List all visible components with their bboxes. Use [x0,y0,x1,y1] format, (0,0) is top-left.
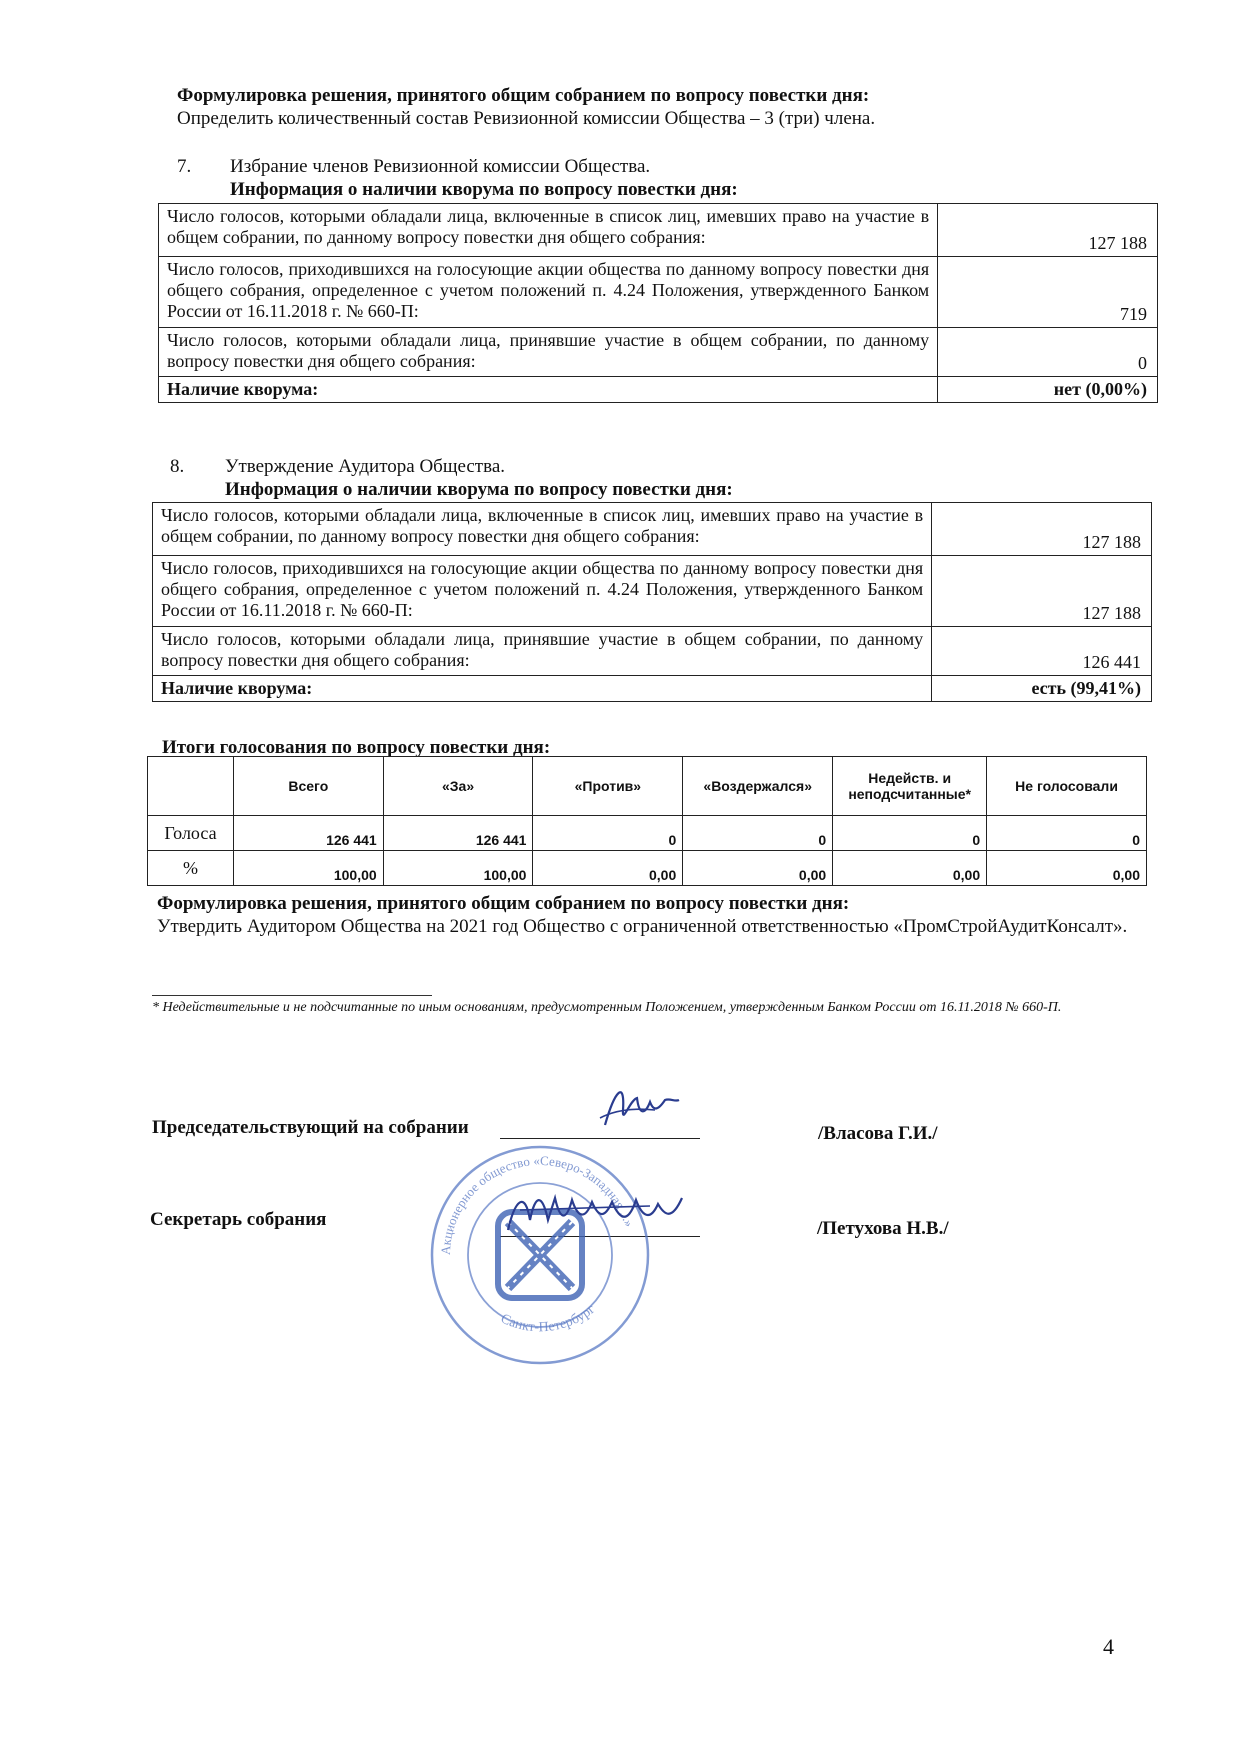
quorum-value-cell: 127 188 [932,556,1152,627]
table-row [148,816,1147,851]
footnote: * Недействительные и не подсчитанные по иным основаниям, предусмотренным Положением, утвержденным Банком России от 16.11.2018 № 660-П. [152,1000,1062,1015]
footnote-divider [152,995,432,996]
quorum-heading-8: Информация о наличии кворума по вопросу повестки дня: [225,479,733,500]
quorum-presence-value: есть (99,41%) [932,676,1152,702]
decision-text-6: Определить количественный состав Ревизионной комиссии Общества – 3 (три) члена. [177,108,876,129]
table-row [159,377,1158,403]
quorum-label-cell: Число голосов, которыми обладали лица, принявшие участие в общем собрании, по данному вопросу повестки дня общего собрания: [159,328,938,377]
chair-signature-icon [595,1080,685,1140]
stamp-text-top: Акционерное общество «Северо-Западная ...» [437,1152,638,1256]
quorum-value-cell: 719 [938,257,1158,328]
secretary-name: /Петухова Н.В./ [817,1218,949,1239]
table-row [159,328,1158,377]
quorum-label-cell: Число голосов, которыми обладали лица, включенные в список лиц, имевших право на участие в общем собрании, по данному вопросу повестки дня общего собрания: [153,503,932,556]
results-cell: 126 441 [383,816,533,851]
quorum-presence-value: нет (0,00%) [938,377,1158,403]
stamp-text-bottom: Санкт-Петербург [498,1301,599,1336]
table-row [159,257,1158,328]
quorum-label-cell: Число голосов, которыми обладали лица, включенные в список лиц, имевших право на участие в общем собрании, по данному вопросу повестки дня общего собрания: [159,204,938,257]
results-header-cell: «Против» [533,757,683,816]
results-cell: 0,00 [987,851,1147,886]
results-cell: 0 [533,816,683,851]
table-row [148,851,1147,886]
item-title-7: Избрание членов Ревизионной комиссии Общества. [230,156,651,177]
chair-name: /Власова Г.И./ [818,1123,938,1144]
quorum-label-cell: Число голосов, приходившихся на голосующие акции общества по данному вопросу повестки дня общего собрания, определенное с учетом положений п. 4.24 Положения, утвержденного Банком России от 16.11.2018 г. № 660-П: [153,556,932,627]
table-row [148,757,1147,816]
table-row [153,627,1152,676]
results-cell: 100,00 [233,851,383,886]
results-header-cell: Всего [233,757,383,816]
secretary-label: Секретарь собрания [150,1209,327,1230]
table-row [153,556,1152,627]
quorum-table-7 [158,203,1158,403]
quorum-value-cell: 0 [938,328,1158,377]
results-header-cell: «За» [383,757,533,816]
decision-heading-6: Формулировка решения, принятого общим собранием по вопросу повестки дня: [177,85,870,106]
results-cell: 0 [833,816,987,851]
decision-heading-8: Формулировка решения, принятого общим собранием по вопросу повестки дня: [157,893,850,914]
chair-label: Председательствующий на собрании [152,1117,469,1138]
decision-text-8: Утвердить Аудитором Общества на 2021 год Общество с ограниченной ответственностью «ПромСтройАудитКонсалт». [157,916,1128,937]
item-number-7: 7. [177,156,192,177]
results-cell: 126 441 [233,816,383,851]
table-row [153,676,1152,702]
company-stamp [420,1140,660,1370]
results-row-label: % [148,851,234,886]
results-header-cell [148,757,234,816]
results-cell: 0,00 [833,851,987,886]
results-cell: 100,00 [383,851,533,886]
quorum-value-cell: 126 441 [932,627,1152,676]
results-cell: 0 [987,816,1147,851]
secretary-signature-icon [500,1180,690,1250]
quorum-value-cell: 127 188 [938,204,1158,257]
results-cell: 0 [683,816,833,851]
item-title-8: Утверждение Аудитора Общества. [225,456,506,477]
quorum-value-cell: 127 188 [932,503,1152,556]
quorum-table-8 [152,502,1152,702]
quorum-presence-label: Наличие кворума: [153,676,932,702]
voting-results-table [147,756,1147,886]
results-header-cell: Недейств. и неподсчитанные* [833,757,987,816]
quorum-heading-7: Информация о наличии кворума по вопросу повестки дня: [230,179,738,200]
quorum-label-cell: Число голосов, приходившихся на голосующие акции общества по данному вопросу повестки дня общего собрания, определенное с учетом положений п. 4.24 Положения, утвержденного Банком России от 16.11.2018 г. № 660-П: [159,257,938,328]
item-number-8: 8. [170,456,185,477]
page-number: 4 [1103,1634,1114,1659]
table-row [153,503,1152,556]
results-header-cell: «Воздержался» [683,757,833,816]
results-cell: 0,00 [683,851,833,886]
results-header-cell: Не голосовали [987,757,1147,816]
results-cell: 0,00 [533,851,683,886]
results-row-label: Голоса [148,816,234,851]
quorum-label-cell: Число голосов, которыми обладали лица, принявшие участие в общем собрании, по данному вопросу повестки дня общего собрания: [153,627,932,676]
results-heading: Итоги голосования по вопросу повестки дня: [162,737,551,758]
quorum-presence-label: Наличие кворума: [159,377,938,403]
table-row [159,204,1158,257]
